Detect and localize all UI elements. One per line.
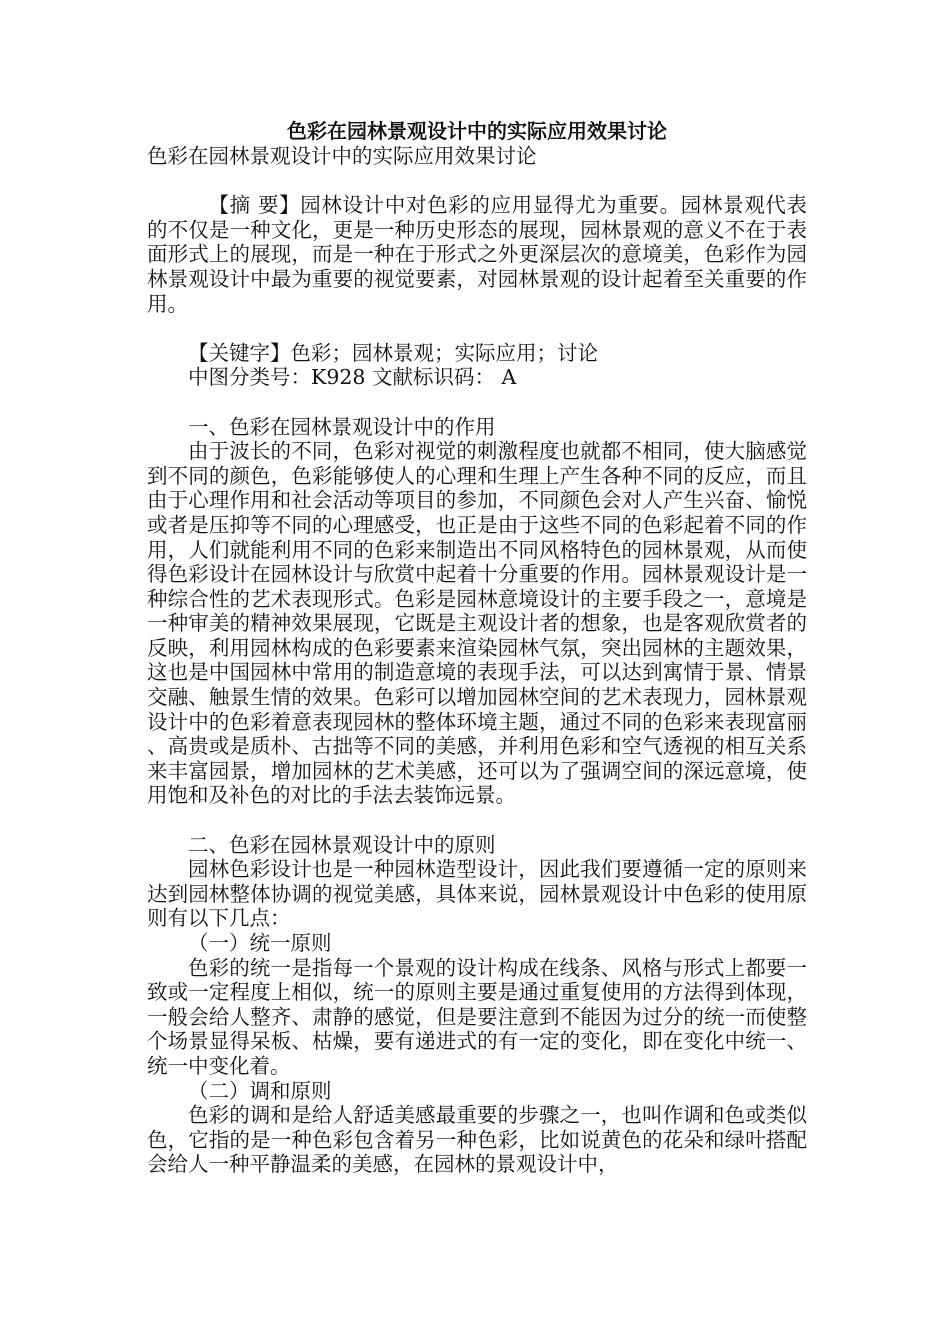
section-1-paragraph: 由于波长的不同，色彩对视觉的刺激程度也就都不相同，使大脑感觉到不同的颜色，色彩能够使人的心理和生理上产生各种不同的反应，而且由于心理作用和社会活动等项目的参加，不同颜色会对人产生兴奋、愉悦或者是压抑等不同的心理感受，也正是由于这些不同的色彩起着不同的作用，人们就能利用不同的色彩来制造出不同风格特色的园林景观，从而使得色彩设计在园林设计与欣赏中起着十分重要的作用。园林景观设计是一种综合性的艺术表现形式。色彩是园林意境设计的主要手段之一，意境是一种审美的精神效果展现，它既是主观设计者的想象，也是客观欣赏者的反映，利用园林构成的色彩要素来渲染园林气氛，突出园林的主题效果，这也是中国园林中常用的制造意境的表现手法，可以达到寓情于景、情景交融、触景生情的效果。色彩可以增加园林空间的艺术表现力，园林景观设计中的色彩着意表现园林的整体环境主题，通过不同的色彩来表现富丽、高贵或是质朴、古拙等不同的美感，并利用色彩和空气透视的相互关系来丰富园景，增加园林的艺术美感，还可以为了强调空间的深远意境，使用饱和及补色的对比的手法去装饰远景。 bbox=[147, 439, 807, 808]
spacer bbox=[147, 169, 807, 194]
subsection-2-paragraph: 色彩的调和是给人舒适美感最重要的步骤之一，也叫作调和色或类似色，它指的是一种色彩包含着另一种色彩，比如说黄色的花朵和绿叶搭配会给人一种平静温柔的美感，在园林的景观设计中， bbox=[147, 1103, 807, 1177]
section-2-heading: 二、色彩在园林景观设计中的原则 bbox=[188, 832, 496, 857]
spacer bbox=[147, 808, 807, 833]
document-subtitle: 色彩在园林景观设计中的实际应用效果讨论 bbox=[147, 144, 537, 168]
document-title: 色彩在园林景观设计中的实际应用效果讨论 bbox=[287, 119, 667, 143]
subsection-1-paragraph: 色彩的统一是指每一个景观的设计构成在线条、风格与形式上都要一致或一定程度上相似，统一的原则主要是通过重复使用的方法得到体现，一般会给人整齐、肃静的感觉，但是要注意到不能因为过分的统一而使整个场景显得呆板、枯燥，要有递进式的有一定的变化，即在变化中统一、统一中变化着。 bbox=[147, 955, 807, 1078]
section-2-intro-paragraph: 园林色彩设计也是一种园林造型设计，因此我们要遵循一定的原则来达到园林整体协调的视觉美感，具体来说，园林景观设计中色彩的使用原则有以下几点： bbox=[147, 857, 807, 931]
spacer bbox=[147, 390, 807, 415]
abstract-paragraph: 【摘 要】园林设计中对色彩的应用显得尤为重要。园林景观代表的不仅是一种文化，更是一种历史形态的展现，园林景观的意义不在于表面形式上的展现，而是一种在于形式之外更深层次的意境美，色彩作为园林景观设计中最为重要的视觉要素，对园林景观的设计起着至关重要的作用。 bbox=[147, 193, 807, 316]
spacer bbox=[147, 316, 807, 341]
subsection-2-heading: （二）调和原则 bbox=[188, 1078, 332, 1103]
classification-line: 中图分类号：K928 文献标识码： A bbox=[188, 365, 517, 390]
section-1-heading: 一、色彩在园林景观设计中的作用 bbox=[188, 414, 496, 439]
subsection-1-heading: （一）统一原则 bbox=[188, 931, 332, 955]
document-body bbox=[147, 118, 807, 1177]
keywords-line: 【关键字】色彩；园林景观；实际应用；讨论 bbox=[188, 340, 598, 365]
